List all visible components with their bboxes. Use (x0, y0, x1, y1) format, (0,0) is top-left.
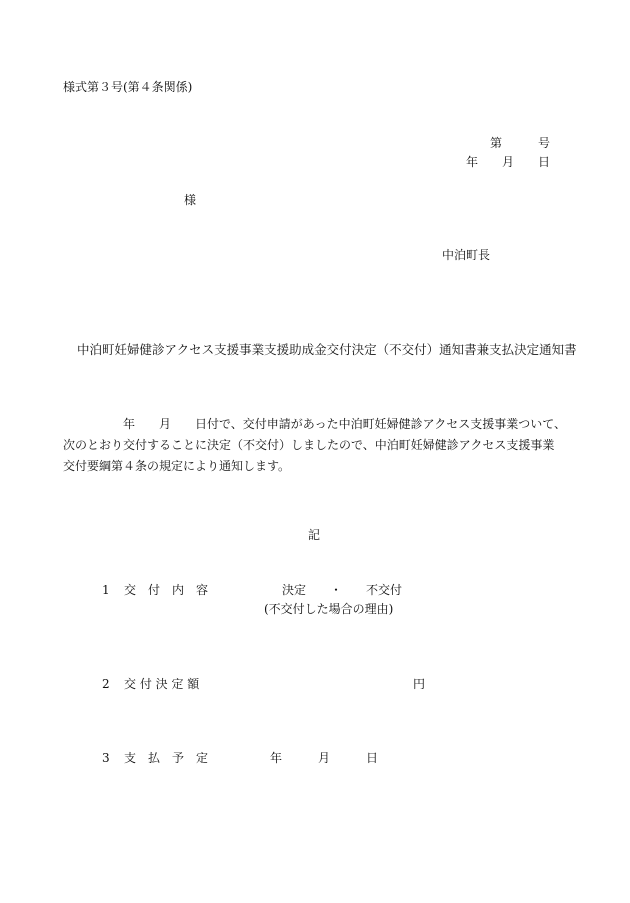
ki-heading: 記 (308, 528, 321, 542)
notice-body-line: 交付要綱第４条の規定により通知します。 (63, 459, 291, 473)
item-number: 2 (102, 677, 110, 691)
item-value-decision-options: 決定 ・ 不交付 (282, 583, 403, 597)
addressee-honorific: 様 (184, 193, 197, 207)
item-value-payment-date: 年 月 日 (270, 751, 379, 765)
notice-body-line: 次のとおり交付することに決定（不交付）しましたので、中泊町妊婦健診アクセス支援事業 (63, 438, 555, 452)
notice-body (63, 414, 573, 477)
document-date: 年 月 日 (466, 155, 551, 169)
item-label-grant-amount: 交 付 決 定 額 (124, 677, 200, 691)
document-title: 中泊町妊婦健診アクセス支援事業支援助成金交付決定（不交付）通知書兼支払決定通知書 (77, 342, 577, 357)
notice-body-line: 年 月 日付で、交付申請があった中泊町妊婦健診アクセス支援事業ついて、 (63, 417, 567, 431)
item-number: 3 (102, 751, 110, 765)
item-label-grant-content: 交 付 内 容 (124, 583, 209, 597)
item-note-refusal-reason: (不交付した場合の理由) (264, 602, 394, 616)
form-number: 様式第３号(第４条関係) (63, 80, 193, 94)
item-label-payment-schedule: 支 払 予 定 (124, 751, 209, 765)
issuer-name: 中泊町長 (442, 248, 491, 262)
item-value-yen-unit: 円 (413, 677, 426, 691)
item-number: 1 (102, 583, 110, 597)
document-number: 第 号 (490, 136, 551, 150)
